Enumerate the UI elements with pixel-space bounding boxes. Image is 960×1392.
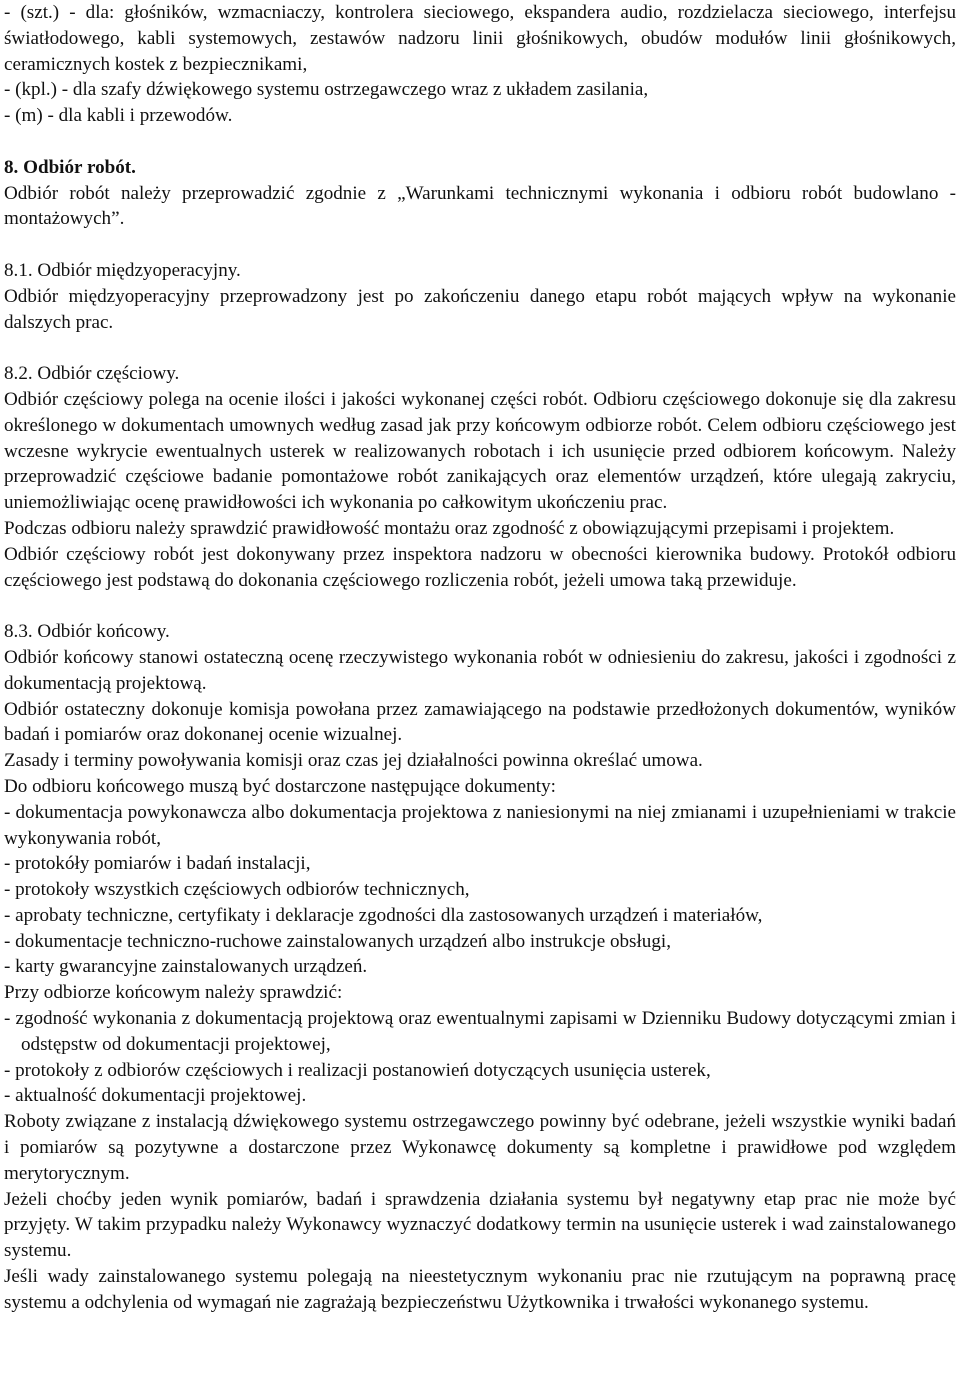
closing-paragraph: Jeżeli choćby jeden wynik pomiarów, badań i sprawdzenia działania systemu był negatywny etap prac nie może być przyjęty. W takim przypadku należy Wykonawcy wyznaczyć dodatkowy termin na usunięcie usterek i wad zainstalowanego systemu. xyxy=(4,1188,956,1262)
section-8-2-heading: 8.2. Odbiór częściowy. xyxy=(4,363,180,385)
section-8-1-heading: 8.1. Odbiór międzyoperacyjny. xyxy=(4,259,241,281)
section-8-3-paragraph: Zasady i terminy powoływania komisji oraz czas jej działalności powinna określać umowa. xyxy=(4,750,703,772)
unit-line-m: - (m) - dla kabli i przewodów. xyxy=(4,105,233,127)
closing-paragraph: Roboty związane z instalacją dźwiękowego systemu ostrzegawczego powinny być odebrane, jeżeli wszystkie wyniki badań i pomiarów są pozytywne a dostarczone przez Wykonawcę dokumenty są kompletne i prawidłowe pod względem merytorycznym. xyxy=(4,1111,956,1184)
section-8-2-paragraph: Podczas odbioru należy sprawdzić prawidłowość montażu oraz zgodność z obowiązującymi przepisami i projektem. xyxy=(4,517,895,539)
section-8-2-paragraph: Odbiór częściowy robót jest dokonywany przez inspektora nadzoru w obecności kierownika budowy. Protokół odbioru częściowego jest podstawą do dokonania częściowego rozliczenia robót, jeżeli umowa taką przewiduje. xyxy=(4,543,956,591)
unit-line-kpl: - (kpl.) - dla szafy dźwiękowego systemu ostrzegawczego wraz z układem zasilania, xyxy=(4,79,649,101)
document-list-item: - karty gwarancyjne zainstalowanych urządzeń. xyxy=(4,956,368,978)
section-8-1-text: Odbiór międzyoperacyjny przeprowadzony jest po zakończeniu danego etapu robót mających wpływ na wykonanie dalszych prac. xyxy=(4,285,956,333)
section-8-3-paragraph: Odbiór końcowy stanowi ostateczną ocenę rzeczywistego wykonania robót w odniesieniu do zakresu, jakości i zgodności z dokumentacją projektową. xyxy=(4,646,956,694)
document-list-item: - aprobaty techniczne, certyfikaty i deklaracje zgodności dla zastosowanych urządzeń i materiałów, xyxy=(4,904,763,926)
section-8-heading: 8. Odbiór robót. xyxy=(4,156,136,178)
spacer xyxy=(4,232,956,258)
check-list-item: - zgodność wykonania z dokumentacją projektową oraz ewentualnymi zapisami w Dzienniku Budowy dotyczącymi zmian i odstępstw od dokumentacji projektowej, xyxy=(4,1008,956,1055)
check-intro: Przy odbiorze końcowym należy sprawdzić: xyxy=(4,982,343,1004)
spacer xyxy=(4,335,956,361)
unit-line-szt: - (szt.) - dla: głośników, wzmacniaczy, kontrolera sieciowego, ekspandera audio, rozdzielacza sieciowego, interfejsu światłodowego, kabli systemowych, zestawów nadzoru linii głośnikowych, obudów modułów linii głośnikowych, ceramicznych kostek z bezpiecznikami, xyxy=(4,2,956,75)
document-page xyxy=(4,0,956,1316)
section-8-3-paragraph: Odbiór ostateczny dokonuje komisja powołana przez zamawiającego na podstawie przedłożonych dokumentów, wyników badań i pomiarów oraz dokonanej ocenie wizualnej. xyxy=(4,698,956,746)
spacer xyxy=(4,593,956,619)
section-8-3-heading: 8.3. Odbiór końcowy. xyxy=(4,621,170,643)
check-list-item: - protokoły z odbiorów częściowych i realizacji postanowień dotyczących usunięcia usterek, xyxy=(4,1059,711,1081)
document-list-item: - dokumentacja powykonawcza albo dokumentacja projektowa z naniesionymi na niej zmianami i uzupełnieniami w trakcie wykonywania robót, xyxy=(4,801,956,849)
document-list-item: - protokóły pomiarów i badań instalacji, xyxy=(4,853,311,875)
section-8-2-paragraph: Odbiór częściowy polega na ocenie ilości i jakości wykonanej części robót. Odbioru częściowego dokonuje się dla zakresu określonego w dokumentach umownych według zasad jak przy końcowym odbiorze robót. Celem odbioru częściowego jest wczesne wykrycie ewentualnych usterek w realizowanych robotach i ich usunięcie przed odbiorem końcowym. Należy przeprowadzić częściowe badanie pomontażowe robót zanikających oraz elementów urządzeń, które ulegają zakryciu, uniemożliwiając ocenę prawidłowości ich wykonania po całkowitym ukończeniu prac. xyxy=(4,388,956,514)
section-8-3-paragraph: Do odbioru końcowego muszą być dostarczone następujące dokumenty: xyxy=(4,775,556,797)
closing-paragraph: Jeśli wady zainstalowanego systemu polegają na nieestetycznym wykonaniu prac nie rzutującym na poprawną pracę systemu a odchylenia od wymagań nie zagrażają bezpieczeństwu Użytkownika i trwałości wykonanego systemu. xyxy=(4,1266,956,1313)
document-list-item: - dokumentacje techniczno-ruchowe zainstalowanych urządzeń albo instrukcje obsługi, xyxy=(4,930,671,952)
check-list-item: - aktualność dokumentacji projektowej. xyxy=(4,1085,307,1107)
spacer xyxy=(4,129,956,155)
section-8-text: Odbiór robót należy przeprowadzić zgodnie z „Warunkami technicznymi wykonania i odbioru robót budowlano - montażowych”. xyxy=(4,182,956,230)
document-list-item: - protokoły wszystkich częściowych odbiorów technicznych, xyxy=(4,879,470,901)
